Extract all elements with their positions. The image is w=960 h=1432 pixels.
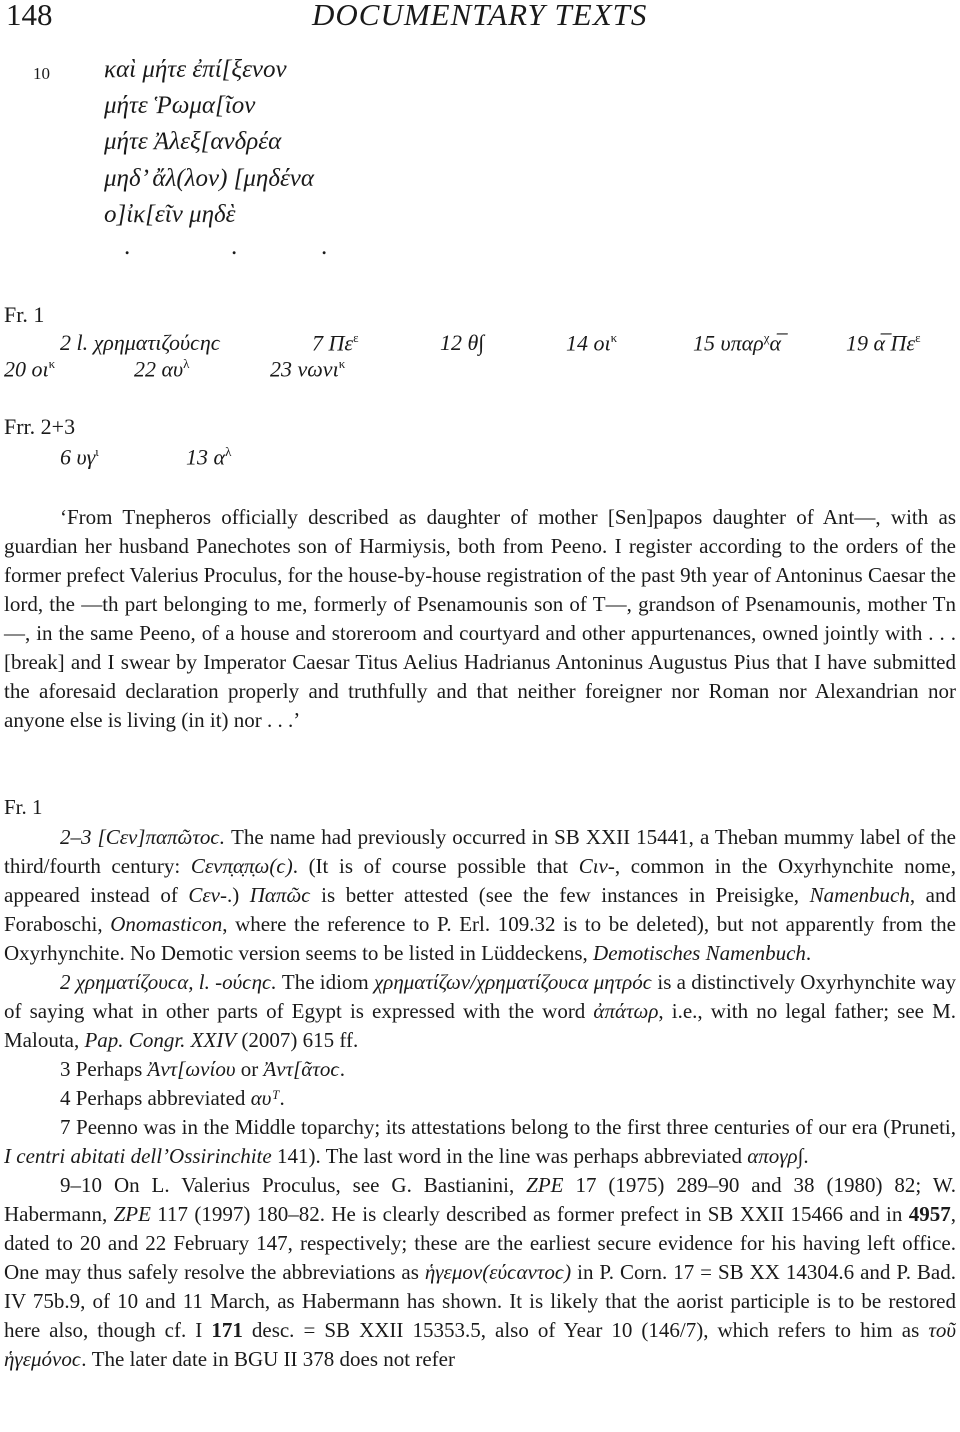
- greek-term: ᵀ: [271, 1086, 280, 1110]
- italic-title: I centri abitati dell’Ossirinchite: [4, 1144, 272, 1168]
- note-text: 141). The last word in the line was perhaps abbreviated: [271, 1144, 748, 1168]
- italic-title: Pap. Congr. XXIV: [84, 1028, 237, 1052]
- note-lemma: 7: [60, 1115, 71, 1139]
- note-text: Perhaps abbreviated: [70, 1086, 251, 1110]
- lacuna-dot: .: [321, 233, 328, 260]
- apparatus-entry: 13 $\alpha^\lambda$: [186, 444, 232, 470]
- italic-title: Namenbuch: [809, 883, 910, 907]
- note-lemma: 2 χρηματίζουϲα, l. -ούϲηϲ.: [60, 970, 277, 994]
- greek-line: μηδ’ ἄλ(λον) [μηδένα: [104, 165, 315, 192]
- greek-line: ο]ἰκ[εῖν μηδὲ: [104, 201, 236, 228]
- note-text: is a distinctively Oxyrhynchite way of saying what in other parts of Egypt is expressed with the word: [4, 970, 957, 1023]
- lacuna-dot: .: [124, 233, 131, 260]
- apparatus-frr-label: Frr. 2+3: [4, 414, 76, 439]
- italic-title: Demotisches Namenbuch: [593, 941, 806, 965]
- italic-title: ZPE: [526, 1173, 564, 1197]
- apparatus-entry: 15 υπαρ$^\chi$α̅: [693, 330, 782, 356]
- greek-term: Ἀντ[ωνίου: [147, 1057, 236, 1081]
- apparatus-entry: 14 $o\iota^\kappa$: [566, 330, 618, 356]
- note-text: 17 (1975) 289–90 and 38 (1980) 82; W. Habermann,: [4, 1173, 956, 1226]
- page-number: 148: [6, 0, 53, 32]
- greek-term: τοῦ ἡγεμόνοϲ: [4, 1318, 956, 1371]
- note-text: . The later date in BGU II 378 does not refer: [81, 1347, 455, 1371]
- running-title: DOCUMENTARY TEXTS: [312, 0, 648, 32]
- greek-term: Παπῶϲ: [249, 883, 311, 907]
- greek-line: μήτε Ἀλεξ[ανδρέα: [104, 128, 282, 155]
- commentary-notes: [4, 823, 956, 1374]
- note-text: The name had previously occurred in SB XXII 15441, a Theban mummy label of the third/fourth century:: [4, 825, 956, 878]
- greek-term: ἡγεμον(εύϲαντοϲ): [424, 1260, 572, 1284]
- lacuna-dot: .: [231, 233, 238, 260]
- greek-term: απογρ∫: [747, 1144, 804, 1168]
- note-text: in P. Corn. 17 = SB XX 14304.6 and P. Bad. IV 75b.9, of 10 and 11 March, as Habermann has shown. It is likely that the aorist participle is to be restored here also, though cf. I: [4, 1260, 956, 1342]
- greek-term: αυ: [250, 1086, 272, 1110]
- note-text: , common in the Oxyrhynchite nome, appeared instead of: [4, 854, 957, 907]
- note-text: or: [235, 1057, 264, 1081]
- note-text: , i.e., with no legal father; see M. Malouta,: [4, 999, 956, 1052]
- note-text: .: [279, 1086, 285, 1110]
- note-lemma: 9–10: [60, 1173, 102, 1197]
- note-text: Peenno was in the Middle toparchy; its attestations belong to the first three centuries of our era (Pruneti,: [70, 1115, 956, 1139]
- greek-term: Ἀντ[ᾶτοϲ: [263, 1057, 340, 1081]
- apparatus-entry: 23 νωνι$^\kappa$: [270, 356, 346, 382]
- note-text: On L. Valerius Proculus, see G. Bastianini,: [102, 1173, 527, 1197]
- apparatus-entry: 20 $o\iota^\kappa$: [4, 356, 56, 382]
- note-text: , dated to 20 and 22 February 147, respectively; these are the earliest secure evidence for his having left office. One may thus safely resolve the abbreviations as: [4, 1202, 956, 1284]
- note-lemma: 2–3 [Ϲεν]παπῶτοϲ.: [60, 825, 225, 849]
- greek-line: καὶ μήτε ἐπί[ξενον: [104, 56, 287, 83]
- note-text: , and Foraboschi,: [4, 883, 956, 936]
- note-text: .): [226, 883, 250, 907]
- apparatus-entry: 19 α̅ $\Pi\varepsilon^\varepsilon$: [846, 330, 921, 356]
- apparatus-entry: 7 $\Pi\varepsilon^\varepsilon$: [312, 330, 359, 356]
- note-text: 117 (1997) 180–82. He is clearly described as former prefect in SB XXII 15466 and in: [150, 1202, 909, 1226]
- apparatus-fr1-label: Fr. 1: [4, 302, 45, 327]
- note-text: desc. = SB XXII 15353.5, also of Year 10 (146/7), which refers to him as: [242, 1318, 929, 1342]
- italic-title: ZPE: [113, 1202, 151, 1226]
- bold-reference: 4957: [908, 1202, 951, 1226]
- apparatus-entry: 12 θ∫: [440, 330, 485, 355]
- greek-term: ἀπάτωρ: [593, 999, 659, 1023]
- line-number: 10: [33, 64, 50, 83]
- note-text: , where the reference to P. Erl. 109.32 is to be deleted), but not apparently from the Oxyrhynchite. No Demotic version seems to be listed in Lüddeckens,: [4, 912, 956, 965]
- note-text: . (It is of course possible that: [292, 854, 579, 878]
- commentary-note: [4, 968, 956, 1055]
- apparatus-entry: 6 $\upsilon\gamma^\iota$: [60, 444, 99, 470]
- commentary-note: [4, 823, 956, 968]
- commentary-note: [4, 1055, 956, 1084]
- commentary-section-label: Fr. 1: [4, 795, 43, 819]
- greek-term: Ϲενπ̣α̣π̣ω(ϲ): [190, 854, 293, 878]
- note-text: is better attested (see the few instances in Preisigke,: [310, 883, 810, 907]
- apparatus-entry: 22 $\alpha\upsilon^\lambda$: [134, 356, 190, 382]
- note-text: (2007) 615 ff.: [236, 1028, 359, 1052]
- translation-paragraph: ‘From Tnepheros officially described as daughter of mother [Sen]papos daughter of Ant—, with as guardian her husband Panechotes son of Harmiysis, both from Peeno. I register according to the orders of the former prefect Valerius Proculus, for the house-by-house registration of the past 9th year of Antoninus Caesar the lord, the —th part belonging to me, formerly of Psenamounis son of T—, grandson of Psenamounis, mother Tn—, in the same Peeno, of a house and storeroom and courtyard and other appurtenances, owned jointly with . . . [break] and I swear by Imperator Caesar Titus Aelius Hadrianus Antoninus Augustus Pius that I have submitted the aforesaid declaration properly and truthfully and that neither foreigner nor Roman nor Alexandrian nor anyone else is living (in it) nor . . .’: [4, 505, 956, 732]
- italic-title: Onomasticon: [110, 912, 223, 936]
- note-text: .: [805, 941, 812, 965]
- apparatus-entry: 2 l. χρηματιζούϲηϲ: [60, 330, 221, 355]
- note-text: .: [339, 1057, 345, 1081]
- greek-term: χρηματίζων/χρηματίζουϲα μητρόϲ: [374, 970, 653, 994]
- commentary-note: [4, 1171, 956, 1374]
- greek-line: μήτε Ῥωμα[ῖον: [104, 92, 256, 119]
- commentary-note: [4, 1084, 956, 1113]
- note-text: .: [803, 1144, 809, 1168]
- note-text: The idiom: [276, 970, 375, 994]
- greek-term: Ϲιν-: [578, 854, 615, 878]
- bold-reference: 171: [211, 1318, 243, 1342]
- greek-term: Ϲεν-: [188, 883, 227, 907]
- note-lemma: 4: [60, 1086, 71, 1110]
- note-lemma: 3: [60, 1057, 71, 1081]
- commentary-note: [4, 1113, 956, 1171]
- note-text: Perhaps: [70, 1057, 148, 1081]
